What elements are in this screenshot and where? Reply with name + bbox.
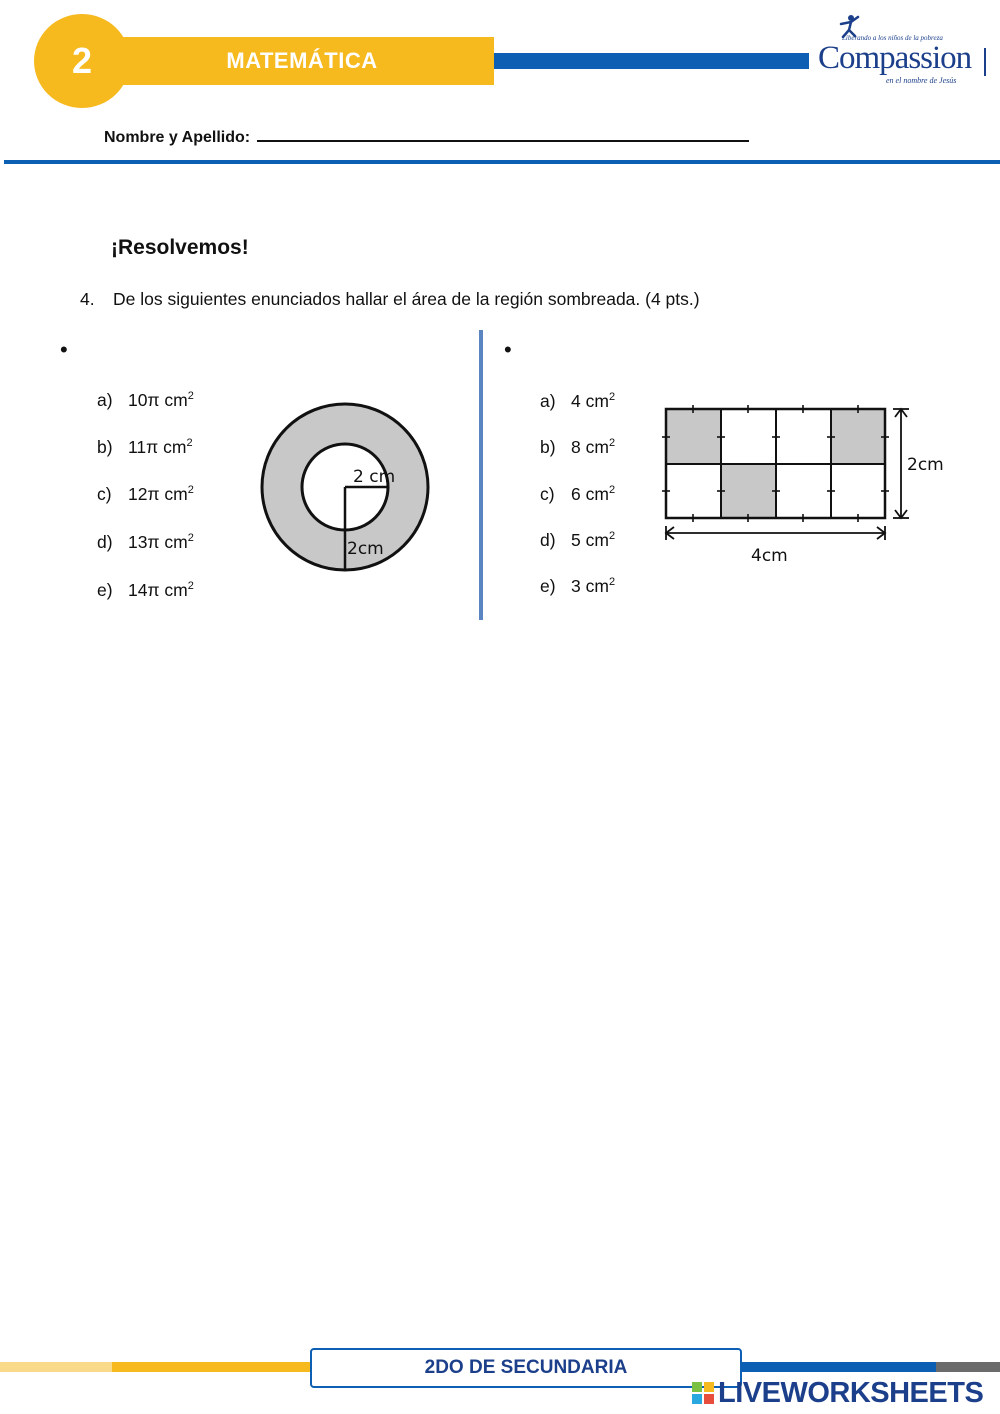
question <box>80 289 700 310</box>
option-d[interactable]: d) 5 $cm^2$ <box>540 530 616 550</box>
liveworksheets-text: LIVEWORKSHEETS <box>718 1376 984 1409</box>
header-blue-band <box>494 53 809 69</box>
inner-radius-label: 2 cm <box>353 467 396 487</box>
subject-title: MATEMÁTICA <box>110 37 494 85</box>
header-divider <box>4 160 1000 164</box>
height-label: 2cm <box>907 455 944 475</box>
footer-gray-band <box>936 1362 1000 1372</box>
option-e[interactable]: e) 14π $cm^2$ <box>97 580 194 600</box>
liveworksheets-brand[interactable] <box>692 1378 983 1408</box>
column-divider <box>479 330 483 620</box>
problem-2-options <box>540 391 650 611</box>
logo-wordmark: Compassion <box>818 40 972 76</box>
unit-number-badge: 2 <box>34 14 130 108</box>
name-label: Nombre y Apellido: <box>104 129 251 146</box>
name-input-line[interactable] <box>257 126 749 142</box>
width-dimension <box>666 526 885 540</box>
logo-subline: en el nombre de Jesús <box>886 76 957 85</box>
shaded-cell <box>721 464 776 518</box>
option-e[interactable]: e) 3 $cm^2$ <box>540 576 616 596</box>
question-number: 4. <box>80 289 95 309</box>
option-b[interactable]: b) 8 $cm^2$ <box>540 437 616 457</box>
annulus-figure <box>258 400 432 574</box>
logo-tagline: Liberando a los niños de la pobreza <box>842 34 943 42</box>
problem-1-bullet: • <box>60 337 68 362</box>
width-label: 4cm <box>751 546 788 566</box>
footer-pale-band <box>0 1362 112 1372</box>
liveworksheets-icon <box>692 1382 714 1404</box>
option-c[interactable]: c) 6 $cm^2$ <box>540 484 616 504</box>
option-b[interactable]: b) 11π $cm^2$ <box>97 437 193 457</box>
shaded-cell <box>666 409 721 464</box>
shaded-cell <box>831 409 885 464</box>
problem-2-bullet: • <box>504 337 512 362</box>
option-d[interactable]: d) 13π $cm^2$ <box>97 532 194 552</box>
section-title: ¡Resolvemos! <box>111 236 249 259</box>
option-c[interactable]: c) 12π $cm^2$ <box>97 484 194 504</box>
compassion-logo <box>812 14 992 84</box>
grid-figure <box>655 400 955 572</box>
name-field[interactable] <box>104 126 749 147</box>
logo-bar <box>984 48 986 76</box>
question-text: De los siguientes enunciados hallar el área de la región sombreada. (4 pts.) <box>113 289 700 309</box>
outer-radius-label: 2cm <box>347 539 384 559</box>
option-a[interactable]: a) 10π $cm^2$ <box>97 390 194 410</box>
grade-label: 2DO DE SECUNDARIA <box>310 1348 742 1388</box>
footer-blue-band <box>740 1362 936 1372</box>
option-a[interactable]: a) 4 $cm^2$ <box>540 391 616 411</box>
problem-1-options <box>97 390 257 610</box>
